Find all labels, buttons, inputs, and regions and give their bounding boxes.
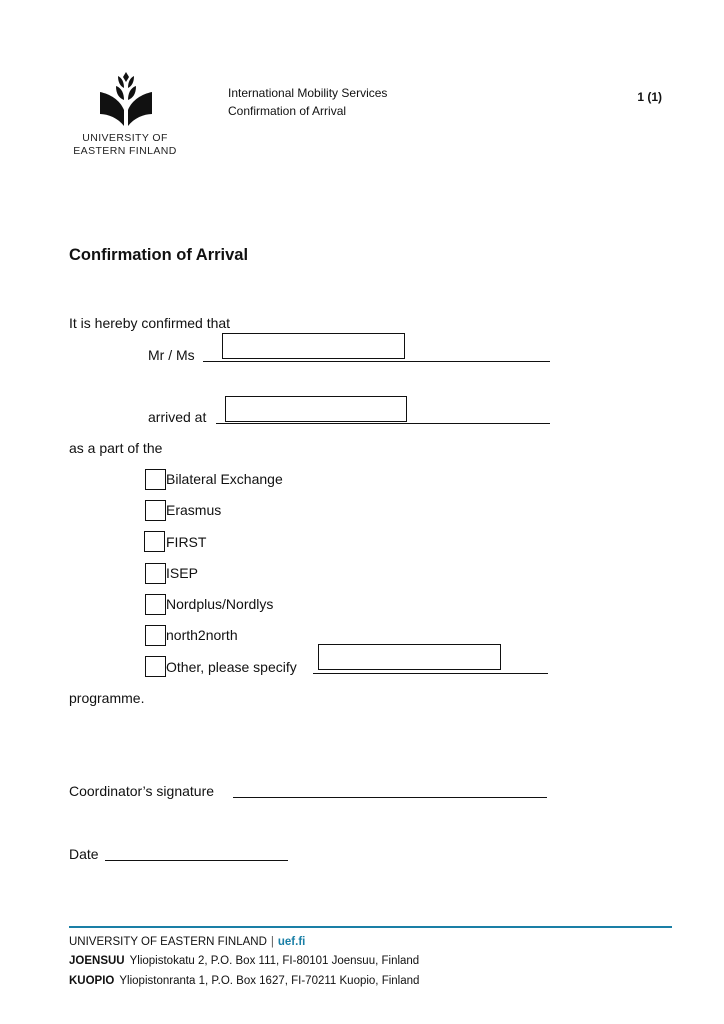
name-label: Mr / Ms — [148, 347, 195, 363]
arrived-input[interactable] — [225, 396, 407, 422]
campus-address-kuopio: Yliopistonranta 1, P.O. Box 1627, FI-70211 Kuopio, Finland — [119, 975, 420, 987]
logo-line-2: EASTERN FINLAND — [73, 145, 177, 157]
date-label: Date — [69, 846, 99, 862]
header-doc-name: Confirmation of Arrival — [228, 104, 347, 118]
option-label-first: FIRST — [166, 534, 207, 550]
name-underline — [203, 361, 550, 362]
checkbox-isep[interactable] — [145, 563, 166, 584]
footer-org-line — [69, 936, 305, 948]
checkbox-first[interactable] — [144, 531, 165, 552]
logo-text — [69, 132, 181, 158]
option-label-isep: ISEP — [166, 565, 198, 581]
checkbox-other[interactable] — [145, 656, 166, 677]
checkbox-nordplus-nordlys[interactable] — [145, 594, 166, 615]
other-specify-input[interactable] — [318, 644, 501, 670]
footer-separator: | — [270, 936, 274, 948]
footer-org: UNIVERSITY OF EASTERN FINLAND — [69, 936, 267, 948]
campus-name-joensuu: JOENSUU — [69, 955, 125, 967]
uef-logo-icon — [96, 70, 156, 128]
date-line[interactable] — [105, 860, 288, 861]
checkbox-bilateral-exchange[interactable] — [145, 469, 166, 490]
option-label-bilateral-exchange: Bilateral Exchange — [166, 471, 283, 487]
option-label-erasmus: Erasmus — [166, 502, 222, 518]
logo-line-1: UNIVERSITY OF — [82, 132, 168, 144]
other-underline — [313, 673, 548, 674]
option-label-other: Other, please specify — [166, 659, 297, 675]
signature-line[interactable] — [233, 797, 547, 798]
page-title: Confirmation of Arrival — [69, 246, 249, 264]
checkbox-erasmus[interactable] — [145, 500, 166, 521]
footer-campus-kuopio — [69, 975, 419, 987]
part-of-label: as a part of the — [69, 440, 163, 456]
signature-label: Coordinator’s signature — [69, 783, 215, 799]
footer-divider — [69, 926, 672, 928]
campus-address-joensuu: Yliopistokatu 2, P.O. Box 111, FI-80101 Joensuu, Finland — [129, 955, 420, 967]
programme-suffix: programme. — [69, 690, 145, 706]
campus-name-kuopio: KUOPIO — [69, 975, 115, 987]
footer-campus-joensuu — [69, 955, 419, 967]
intro-text: It is hereby confirmed that — [69, 315, 231, 331]
option-label-north2north: north2north — [166, 627, 238, 643]
option-label-nordplus-nordlys: Nordplus/Nordlys — [166, 596, 274, 612]
arrived-underline — [216, 423, 550, 424]
header-service: International Mobility Services — [228, 86, 388, 100]
page-number: 1 (1) — [637, 90, 662, 104]
arrived-label: arrived at — [148, 409, 207, 425]
footer-website-link[interactable]: uef.fi — [277, 936, 306, 948]
name-input[interactable] — [222, 333, 405, 359]
checkbox-north2north[interactable] — [145, 625, 166, 646]
